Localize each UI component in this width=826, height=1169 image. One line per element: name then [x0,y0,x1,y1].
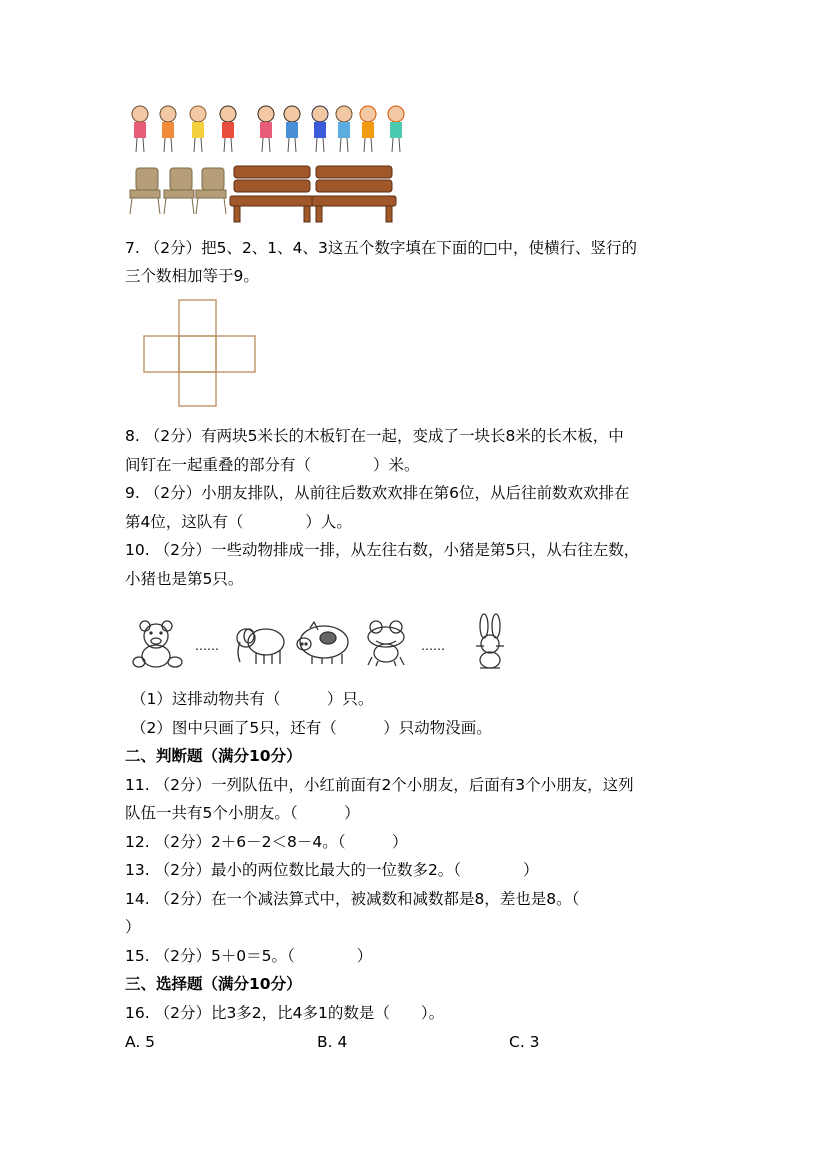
q10-sub1: （1）这排动物共有（ ）只。 [131,690,374,708]
q10-line1: 10. （2分）一些动物排成一排，从左往右数，小猪是第5只，从右往左数， [125,541,640,559]
q8-line2: 间钉在一起重叠的部分有（ ）米。 [125,456,420,474]
q8-line1: 8. （2分）有两块5米长的木板钉在一起，变成了一块长8米的长木板，中 [125,427,624,445]
q16-option-c[interactable]: C. 3 [509,1033,540,1051]
q9-line2: 第4位，这队有（ ）人。 [125,513,352,531]
q7-line2: 三个数相加等于9。 [125,267,259,285]
bench-icon [230,166,314,222]
q15-line: 15. （2分）5＋0＝5。（ ） [125,947,373,965]
q9-line1: 9. （2分）小朋友排队，从前往后数欢欢排在第6位，从后往前数欢欢排在 [125,484,630,502]
child-figures [132,106,404,152]
q11-line1: 11. （2分）一列队伍中，小红前面有2个小朋友，后面有3个小朋友，这列 [125,776,634,794]
section-heading-choice: 三、选择题（满分10分） [125,975,302,993]
chair-icon [196,168,226,214]
frog-icon [364,619,408,667]
chairs-benches-illustration [126,164,396,226]
bench-icon [312,166,396,222]
rabbit-icon [470,614,510,672]
q16-option-b[interactable]: B. 4 [317,1033,348,1051]
elephant-icon [234,622,288,666]
grid-cell-left[interactable] [144,336,179,372]
section-heading-judgment: 二、判断题（满分10分） [125,747,302,765]
q10-line2: 小猪也是第5只。 [125,570,244,588]
children-illustration [128,100,428,160]
q11-line2: 队伍一共有5个小朋友。（ ） [125,804,360,822]
grid-cell-top[interactable] [179,300,216,336]
q16-option-a[interactable]: A. 5 [125,1033,156,1051]
chair-icon [164,168,194,214]
ellipsis-left: …… [195,639,219,653]
q14-line2: ） [125,918,141,936]
teddy-bear-icon [131,620,187,670]
chair-icon [130,168,160,214]
grid-cell-bottom[interactable] [179,372,216,406]
q16-stem: 16. （2分）比3多2，比4多1的数是（ ）。 [125,1004,445,1022]
grid-cell-right[interactable] [216,336,255,372]
ellipsis-right: …… [421,639,445,653]
q14-line1: 14. （2分）在一个减法算式中，被减数和减数都是8，差也是8。（ [125,890,580,908]
q10-sub2: （2）图中只画了5只，还有（ ）只动物没画。 [131,719,492,737]
cross-grid [143,299,257,409]
grid-cell-center[interactable] [179,336,216,372]
pig-icon [292,622,354,666]
q12-line: 12. （2分）2＋6－2＜8－4。（ ） [125,833,408,851]
q7-line1: 7. （2分）把5、2、1、4、3这五个数字填在下面的□中，使横行、竖行的 [125,239,638,257]
q13-line: 13. （2分）最小的两位数比最大的一位数多2。（ ） [125,861,539,879]
